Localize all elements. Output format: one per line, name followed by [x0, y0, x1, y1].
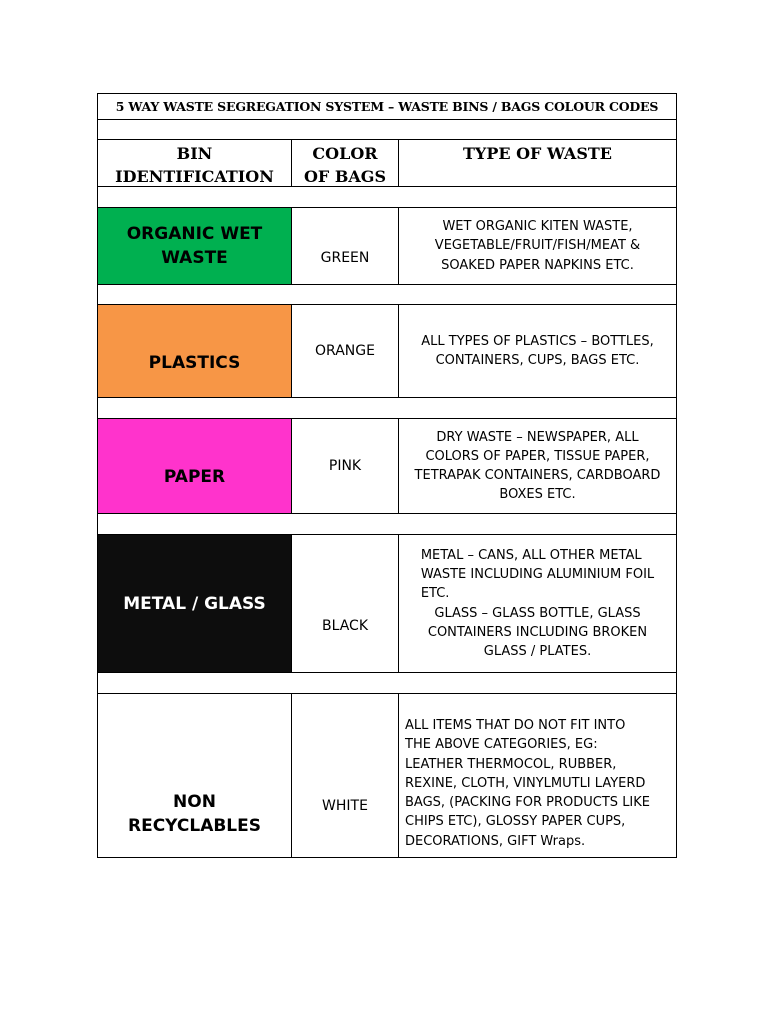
table-row: [97, 534, 677, 673]
description-line: THE ABOVE CATEGORIES, EG:: [405, 737, 598, 753]
description-line: SOAKED PAPER NAPKINS ETC.: [441, 257, 634, 273]
spacer-row: [97, 119, 677, 140]
bag-color-cell: BLACK: [291, 534, 399, 673]
description-line: COLORS OF PAPER, TISSUE PAPER,: [425, 448, 650, 464]
bin-label-line: PAPER: [163, 467, 226, 487]
bin-cell: [97, 534, 292, 673]
bin-cell: [97, 304, 292, 398]
header-color-line2: OF BAGS: [303, 167, 387, 186]
table-row: [97, 304, 677, 398]
spacer-cell: [97, 186, 677, 208]
spacer-cell: [97, 119, 677, 140]
spacer-row: [97, 513, 677, 535]
waste-description-cell: [398, 304, 677, 398]
bin-label-line: WASTE: [161, 248, 228, 268]
description-line: WASTE INCLUDING ALUMINIUM FOIL: [420, 567, 655, 583]
bin-label-line: ORGANIC WET: [126, 224, 263, 244]
description-line: BAGS, (PACKING FOR PRODUCTS LIKE: [405, 795, 651, 811]
header-row: [97, 139, 677, 187]
bag-color-cell: ORANGE: [291, 304, 399, 398]
spacer-cell: [97, 513, 677, 535]
header-color-of-bags: [291, 139, 399, 187]
spacer-row: [97, 284, 677, 305]
description-line: CONTAINERS INCLUDING BROKEN: [427, 624, 648, 640]
bag-color-cell: GREEN: [291, 207, 399, 285]
bin-label-line: NON: [173, 791, 216, 812]
table-title: 5 WAY WASTE SEGREGATION SYSTEM – WASTE BINS / BAGS COLOUR CODES: [97, 93, 677, 120]
description-line: GLASS / PLATES.: [483, 643, 592, 659]
bin-cell: [97, 418, 292, 514]
table-row: [97, 418, 677, 514]
table-row: [97, 693, 677, 858]
waste-description-cell: [398, 207, 677, 285]
bin-cell: [97, 207, 292, 285]
description-line: DRY WASTE – NEWSPAPER, ALL: [436, 429, 639, 445]
bin-label-line: PLASTICS: [148, 353, 241, 373]
description-line: ALL ITEMS THAT DO NOT FIT INTO: [405, 718, 626, 734]
description-line: VEGETABLE/FRUIT/FISH/MEAT &: [434, 238, 641, 254]
header-bin-identification: [97, 139, 292, 187]
bin-label-line: METAL / GLASS: [123, 593, 266, 614]
header-type-of-waste: [398, 139, 677, 187]
header-color-line1: COLOR: [312, 144, 378, 163]
description-line: CHIPS ETC), GLOSSY PAPER CUPS,: [405, 814, 626, 830]
description-line: DECORATIONS, GIFT Wraps.: [405, 833, 586, 849]
description-line: ETC.: [420, 586, 450, 602]
spacer-cell: [97, 672, 677, 694]
spacer-cell: [97, 397, 677, 419]
header-bin-line2: IDENTIFICATION: [115, 167, 274, 186]
bin-label-line: RECYCLABLES: [128, 815, 261, 836]
description-line: REXINE, CLOTH, VINYLMUTLI LAYERD: [405, 775, 646, 791]
description-line: METAL – CANS, ALL OTHER METAL: [420, 547, 642, 563]
description-line: GLASS – GLASS BOTTLE, GLASS: [434, 605, 641, 621]
bag-color-cell: WHITE: [291, 693, 399, 858]
waste-description-cell: [398, 693, 677, 858]
description-line: TETRAPAK CONTAINERS, CARDBOARD: [414, 468, 661, 483]
bag-color-cell: PINK: [291, 418, 399, 514]
spacer-row: [97, 397, 677, 419]
spacer-cell: [97, 284, 677, 305]
description-line: WET ORGANIC KITEN WASTE,: [442, 219, 633, 235]
description-line: ALL TYPES OF PLASTICS – BOTTLES,: [421, 333, 654, 349]
description-line: CONTAINERS, CUPS, BAGS ETC.: [435, 353, 640, 368]
spacer-row: [97, 672, 677, 694]
title-row: [97, 93, 677, 120]
table-row: [97, 207, 677, 285]
header-bin-line1: BIN: [176, 144, 213, 163]
header-type-label: TYPE OF WASTE: [462, 144, 612, 163]
waste-description-cell: [398, 418, 677, 514]
bin-cell: [97, 693, 292, 858]
description-line: LEATHER THERMOCOL, RUBBER,: [405, 756, 617, 772]
waste-description-cell: [398, 534, 677, 673]
description-line: BOXES ETC.: [499, 487, 576, 503]
spacer-row: [97, 186, 677, 208]
